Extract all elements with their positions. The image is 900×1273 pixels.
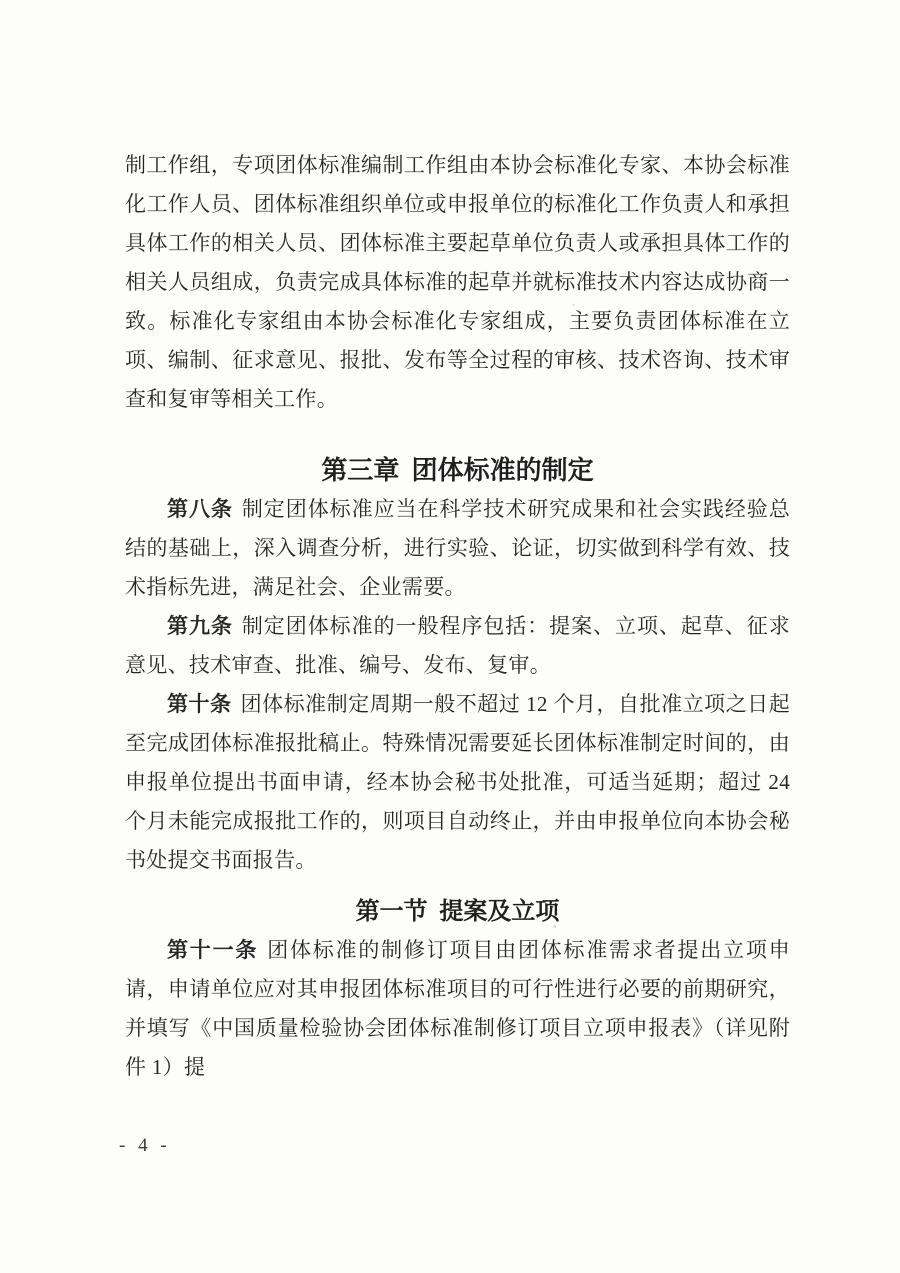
article-10-text: 团体标准制定周期一般不超过 12 个月，自批准立项之日起至完成团体标准报批稿止。特殊情况需要延长团体标准制定时间的，由申报单位提出书面申请，经本协会秘书处批准，可适当延期；超过 24 个月未能完成报批工作的，则项目自动终止，并由申报单位向本协会秘书处提交书面报告。 — [125, 692, 791, 872]
article-11-paragraph — [125, 931, 790, 1087]
article-8-text: 制定团体标准应当在科学技术研究成果和社会实践经验总结的基础上，深入调查分析，进行实验、论证，切实做到科学有效、技术指标先进，满足社会、企业需要。 — [125, 497, 790, 599]
article-9-text: 制定团体标准的一般程序包括：提案、立项、起草、征求意见、技术审查、批准、编号、发布、复审。 — [125, 614, 790, 677]
article-8-label: 第八条 — [167, 498, 233, 521]
scan-speck — [553, 925, 556, 928]
article-10-label: 第十条 — [167, 693, 232, 716]
chapter-heading: 第三章 团体标准的制定 — [321, 455, 594, 485]
article-10-paragraph — [125, 685, 790, 880]
section-heading: 第一节 提案及立项 — [355, 898, 560, 925]
article-9-paragraph — [125, 607, 790, 685]
article-11-label: 第十一条 — [167, 939, 259, 962]
article-9-label: 第九条 — [167, 615, 233, 638]
page-number: - 4 - — [119, 1135, 171, 1156]
article-8-paragraph — [125, 490, 790, 607]
paragraph-continuation: 制工作组，专项团体标准编制工作组由本协会标准化专家、本协会标准化工作人员、团体标准组织单位或申报单位的标准化工作负责人和承担具体工作的相关人员、团体标准主要起草单位负责人或承担具体工作的相关人员组成，负责完成具体标准的起草并就标准技术内容达成协商一致。标准化专家组由本协会标准化专家组成，主要负责团体标准在立项、编制、征求意见、报批、发布等全过程的审核、技术咨询、技术审查和复审等相关工作。 — [125, 153, 790, 411]
scan-speck — [572, 304, 575, 306]
document-body — [119, 0, 791, 1158]
article-11-text: 团体标准的制修订项目由团体标准需求者提出立项申请，申请单位应对其申报团体标准项目的可行性进行必要的前期研究，并填写《中国质量检验协会团体标准制修订项目立项申报表》（详见附件 1）提 — [125, 938, 790, 1079]
